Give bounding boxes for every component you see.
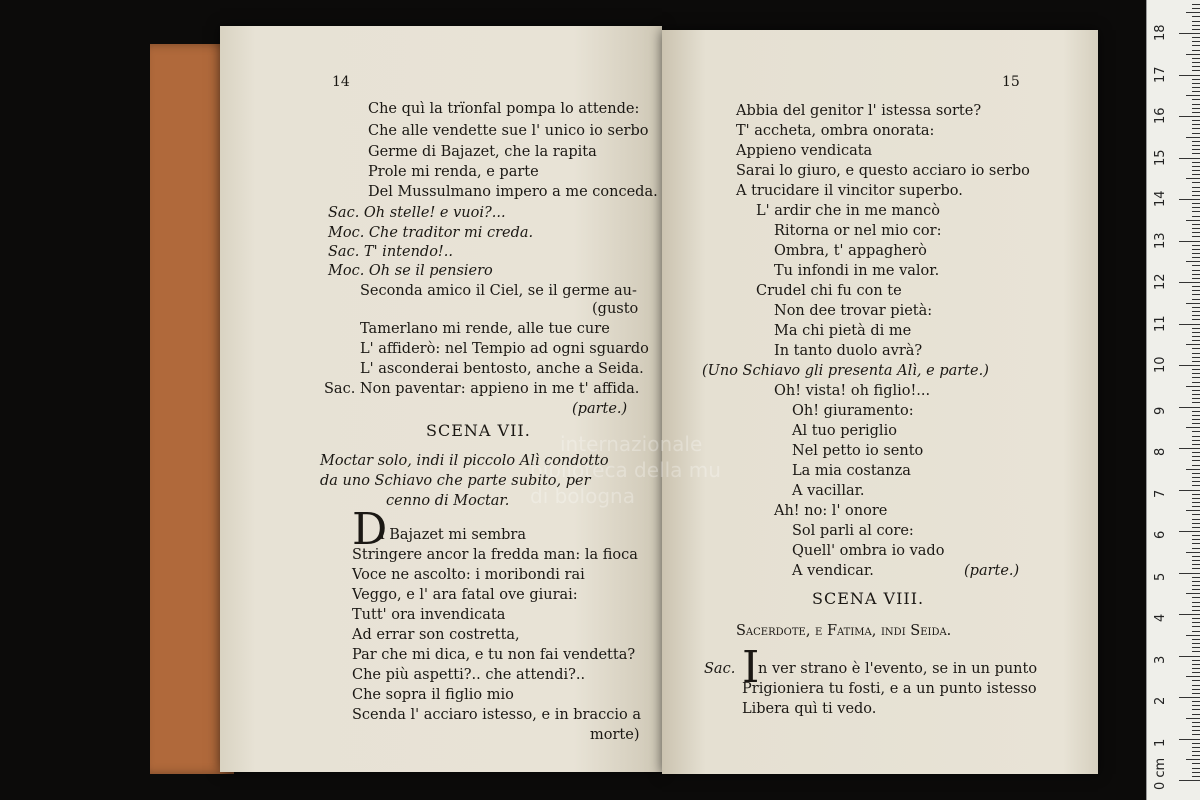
watermark-line: internazionale: [560, 432, 703, 456]
ruler-tick: [1192, 50, 1200, 51]
text-line: Voce ne ascolto: i moribondi rai: [352, 567, 585, 583]
ruler-tick: [1192, 548, 1200, 549]
ruler-tick: [1192, 270, 1200, 271]
text-line: n ver strano è l'evento, se in un punto: [758, 661, 1038, 677]
ruler-tick: [1192, 25, 1200, 26]
ruler-tick: [1192, 41, 1200, 42]
drop-cap: I: [742, 642, 760, 693]
ruler-tick: [1192, 45, 1200, 46]
ruler-tick: [1192, 606, 1200, 607]
ruler-tick: [1192, 768, 1200, 769]
ruler-tick: [1192, 290, 1200, 291]
ruler-tick: [1179, 448, 1200, 449]
ruler-tick: [1192, 597, 1200, 598]
ruler-tick: [1192, 689, 1200, 690]
ruler-tick: [1192, 701, 1200, 702]
scene-heading: SCENA VIII.: [812, 589, 925, 608]
ruler-tick: [1192, 506, 1200, 507]
ruler-tick: [1192, 228, 1200, 229]
ruler-tick: [1186, 635, 1200, 636]
text-line: Ombra, t' appagherò: [774, 243, 927, 259]
ruler-tick: [1192, 481, 1200, 482]
ruler-tick: [1192, 182, 1200, 183]
ruler-tick: [1192, 722, 1200, 723]
ruler-tick: [1192, 319, 1200, 320]
ruler-tick: [1179, 365, 1200, 366]
ruler-tick: [1192, 62, 1200, 63]
watermark-line: di bologna: [530, 484, 635, 508]
ruler-tick: [1192, 153, 1200, 154]
ruler-number: 10: [1153, 356, 1168, 373]
ruler-tick: [1192, 191, 1200, 192]
text-line: morte): [590, 727, 640, 743]
text-line: La mia costanza: [792, 463, 911, 479]
speaker-label: Sac.: [704, 661, 736, 677]
ruler-tick: [1192, 4, 1200, 5]
ruler-tick: [1192, 664, 1200, 665]
ruler-tick: [1192, 568, 1200, 569]
ruler-tick: [1192, 29, 1200, 30]
stage-direction: (parte.): [964, 563, 1020, 579]
ruler-tick: [1192, 556, 1200, 557]
text-line: Moc. Che traditor mi creda.: [328, 225, 534, 241]
text-line: A trucidare il vincitor superbo.: [736, 183, 963, 199]
ruler-tick: [1192, 631, 1200, 632]
text-line: Stringere ancor la fredda man: la fioca: [352, 547, 638, 563]
ruler-tick: [1192, 332, 1200, 333]
ruler-tick: [1192, 294, 1200, 295]
ruler-tick: [1192, 187, 1200, 188]
ruler-tick: [1192, 377, 1200, 378]
text-line: Par che mi dica, e tu non fai vendetta?: [352, 647, 636, 663]
text-line: Che più aspetti?.. che attendi?..: [352, 667, 586, 683]
ruler-tick: [1192, 705, 1200, 706]
ruler-number: 7: [1153, 489, 1168, 498]
ruler-tick: [1192, 647, 1200, 648]
text-line: L' affiderò: nel Tempio ad ogni sguardo: [360, 341, 649, 357]
ruler-tick: [1192, 278, 1200, 279]
ruler-tick: [1192, 498, 1200, 499]
ruler-tick: [1192, 253, 1200, 254]
ruler-tick: [1192, 539, 1200, 540]
ruler-tick: [1179, 697, 1200, 698]
ruler-tick: [1192, 195, 1200, 196]
ruler-tick: [1179, 407, 1200, 408]
text-line: L' ardir che in me mancò: [756, 203, 941, 219]
ruler-tick: [1192, 776, 1200, 777]
text-line: Ritorna or nel mio cor:: [774, 223, 942, 239]
ruler-tick: [1192, 626, 1200, 627]
text-line: Ah! no: l' onore: [774, 503, 888, 519]
ruler-tick: [1192, 361, 1200, 362]
ruler-tick: [1192, 203, 1200, 204]
text-line: Oh! vista! oh figlio!...: [774, 383, 931, 399]
ruler-tick: [1192, 618, 1200, 619]
ruler-tick: [1179, 573, 1200, 574]
right-page: [662, 30, 1098, 774]
ruler-number: 16: [1153, 107, 1168, 124]
text-line: Sac. Non paventar: appieno in me t' affida.: [324, 381, 640, 397]
ruler-tick: [1192, 87, 1200, 88]
ruler-tick: [1192, 660, 1200, 661]
text-line: Appieno vendicata: [736, 143, 873, 159]
text-line: Tutt' ora invendicata: [352, 607, 506, 623]
ruler-tick: [1179, 531, 1200, 532]
ruler-tick: [1192, 8, 1200, 9]
ruler-number: 4: [1153, 613, 1168, 622]
ruler-tick: [1192, 714, 1200, 715]
ruler-tick: [1192, 104, 1200, 105]
ruler-tick: [1192, 527, 1200, 528]
ruler-tick: [1192, 564, 1200, 565]
ruler-tick: [1192, 519, 1200, 520]
ruler-tick: [1192, 274, 1200, 275]
ruler-tick: [1192, 523, 1200, 524]
text-line: i Bajazet mi sembra: [380, 527, 526, 543]
ruler-tick: [1186, 344, 1200, 345]
text-line: Libera quì ti vedo.: [742, 701, 877, 717]
text-line: Oh! giuramento:: [792, 403, 914, 419]
ruler-tick: [1192, 66, 1200, 67]
ruler-tick: [1192, 452, 1200, 453]
left-page: [220, 26, 662, 772]
ruler-tick: [1192, 257, 1200, 258]
ruler-tick: [1192, 456, 1200, 457]
ruler-tick: [1179, 656, 1200, 657]
ruler-tick: [1192, 473, 1200, 474]
ruler-number: 18: [1153, 24, 1168, 41]
text-line: Del Mussulmano impero a me conceda.: [368, 184, 658, 200]
ruler-tick: [1192, 622, 1200, 623]
ruler-tick: [1186, 469, 1200, 470]
ruler-tick: [1192, 128, 1200, 129]
text-line: Abbia del genitor l' istessa sorte?: [736, 103, 982, 119]
text-line: Moc. Oh se il pensiero: [328, 263, 493, 279]
text-line: Veggo, e l' ara fatal ove giurai:: [352, 587, 578, 603]
text-line: Al tuo periglio: [792, 423, 897, 439]
ruler-tick: [1179, 116, 1200, 117]
ruler-tick: [1192, 340, 1200, 341]
ruler-number: 14: [1153, 190, 1168, 207]
ruler-tick: [1192, 307, 1200, 308]
ruler-tick: [1192, 734, 1200, 735]
text-line: Sac. Oh stelle! e vuoi?...: [328, 205, 506, 221]
ruler-tick: [1186, 178, 1200, 179]
ruler-tick: [1192, 763, 1200, 764]
ruler-number: 12: [1153, 273, 1168, 290]
text-line: Tu infondi in me valor.: [774, 263, 940, 279]
ruler-number: 17: [1153, 65, 1168, 83]
ruler-tick: [1186, 95, 1200, 96]
ruler-label: 0 cm: [1153, 757, 1168, 790]
ruler-tick: [1192, 141, 1200, 142]
ruler-tick: [1192, 99, 1200, 100]
ruler-tick: [1186, 220, 1200, 221]
ruler-tick: [1192, 348, 1200, 349]
ruler-tick: [1192, 124, 1200, 125]
ruler-tick: [1179, 33, 1200, 34]
ruler-tick: [1192, 639, 1200, 640]
text-line: Non dee trovar pietà:: [774, 303, 933, 319]
ruler-tick: [1192, 772, 1200, 773]
ruler-tick: [1192, 543, 1200, 544]
ruler-tick: [1179, 324, 1200, 325]
ruler-number: 5: [1153, 572, 1168, 581]
text-line: Tamerlano mi rende, alle tue cure: [360, 321, 610, 337]
ruler-tick: [1179, 614, 1200, 615]
text-line: Prole mi renda, e parte: [368, 164, 539, 180]
ruler-tick: [1192, 353, 1200, 354]
ruler-tick: [1192, 485, 1200, 486]
ruler-tick: [1192, 394, 1200, 395]
text-line: Quell' ombra io vado: [792, 543, 945, 559]
ruler-tick: [1192, 37, 1200, 38]
ruler-tick: [1192, 162, 1200, 163]
ruler-tick: [1179, 75, 1200, 76]
ruler-tick: [1192, 465, 1200, 466]
ruler-tick: [1192, 602, 1200, 603]
ruler-tick: [1192, 149, 1200, 150]
page-number-right: 15: [1002, 74, 1020, 90]
ruler-tick: [1192, 390, 1200, 391]
ruler-tick: [1192, 70, 1200, 71]
ruler-tick: [1192, 577, 1200, 578]
ruler-tick: [1192, 145, 1200, 146]
ruler-tick: [1192, 166, 1200, 167]
ruler-tick: [1186, 676, 1200, 677]
ruler-tick: [1192, 170, 1200, 171]
ruler-tick: [1192, 747, 1200, 748]
ruler-tick: [1186, 261, 1200, 262]
ruler-tick: [1192, 216, 1200, 217]
ruler-tick: [1192, 232, 1200, 233]
ruler-tick: [1186, 593, 1200, 594]
text-line: (gusto: [592, 301, 639, 317]
text-line: Nel petto io sento: [792, 443, 924, 459]
ruler-tick: [1192, 560, 1200, 561]
ruler-tick: [1192, 224, 1200, 225]
ruler-tick: [1192, 211, 1200, 212]
stage-direction: (parte.): [572, 401, 628, 417]
ruler-tick: [1192, 477, 1200, 478]
ruler-tick: [1186, 718, 1200, 719]
text-line: Sac. T' intendo!..: [328, 244, 453, 260]
ruler-tick: [1192, 535, 1200, 536]
ruler-number: 2: [1153, 696, 1168, 705]
ruler-tick: [1192, 299, 1200, 300]
text-line: L' asconderai bentosto, anche a Seida.: [360, 361, 644, 377]
ruler-tick: [1192, 402, 1200, 403]
ruler-number: 1: [1153, 738, 1168, 747]
ruler-tick: [1192, 16, 1200, 17]
ruler-number: 8: [1153, 447, 1168, 456]
text-line: In tanto duolo avrà?: [774, 343, 923, 359]
ruler-tick: [1186, 510, 1200, 511]
scene-heading: SCENA VII.: [426, 421, 531, 440]
text-line: Crudel chi fu con te: [756, 283, 902, 299]
text-line: Ad errar son costretta,: [352, 627, 520, 643]
ruler-tick: [1192, 373, 1200, 374]
ruler-tick: [1192, 730, 1200, 731]
ruler-tick: [1186, 552, 1200, 553]
ruler-number: 11: [1153, 314, 1168, 332]
watermark-line: biblioteca della mu: [530, 458, 721, 482]
ruler-tick: [1192, 423, 1200, 424]
ruler-tick: [1192, 382, 1200, 383]
ruler-number: 3: [1153, 655, 1168, 664]
ruler-tick: [1192, 336, 1200, 337]
ruler-tick: [1192, 693, 1200, 694]
ruler-tick: [1192, 444, 1200, 445]
ruler-tick: [1192, 440, 1200, 441]
ruler-tick: [1192, 112, 1200, 113]
ruler-tick: [1192, 680, 1200, 681]
ruler-tick: [1192, 743, 1200, 744]
ruler-tick: [1186, 303, 1200, 304]
ruler-tick: [1192, 415, 1200, 416]
ruler-tick: [1179, 282, 1200, 283]
ruler-tick: [1192, 419, 1200, 420]
stage-direction: (Uno Schiavo gli presenta Alì, e parte.): [702, 363, 989, 379]
ruler-tick: [1186, 386, 1200, 387]
page-number-left: 14: [332, 74, 350, 90]
ruler-tick: [1186, 137, 1200, 138]
measurement-ruler: [1146, 0, 1200, 800]
ruler-tick: [1192, 315, 1200, 316]
ruler-tick: [1192, 79, 1200, 80]
scene-description: da uno Schiavo che parte subito, per: [320, 473, 591, 489]
scene-description: cenno di Moctar.: [386, 493, 510, 509]
ruler-tick: [1192, 460, 1200, 461]
text-line: Ma chi pietà di me: [774, 323, 912, 339]
text-line: Sarai lo giuro, e questo acciaro io serbo: [736, 163, 1030, 179]
text-line: Sol parli al core:: [792, 523, 914, 539]
text-line: Germe di Bajazet, che la rapita: [368, 144, 597, 160]
drop-cap: D: [352, 504, 388, 555]
ruler-tick: [1192, 672, 1200, 673]
ruler-tick: [1192, 357, 1200, 358]
text-line: Che alle vendette sue l' unico io serbo: [368, 123, 649, 139]
ruler-tick: [1192, 58, 1200, 59]
ruler-number: 9: [1153, 406, 1168, 415]
text-line: A vacillar.: [792, 483, 865, 499]
ruler-tick: [1192, 369, 1200, 370]
text-line: Che quì la trïonfal pompa lo attende:: [368, 101, 640, 117]
text-line: A vendicar.: [792, 563, 874, 579]
ruler-tick: [1192, 207, 1200, 208]
ruler-tick: [1192, 236, 1200, 237]
ruler-tick: [1192, 494, 1200, 495]
text-line: Scenda l' acciaro istesso, e in braccio a: [352, 707, 641, 723]
ruler-tick: [1179, 739, 1200, 740]
ruler-tick: [1192, 411, 1200, 412]
ruler-tick: [1179, 241, 1200, 242]
ruler-tick: [1192, 502, 1200, 503]
text-line: Prigioniera tu fosti, e a un punto istesso: [742, 681, 1037, 697]
ruler-tick: [1192, 174, 1200, 175]
ruler-tick: [1192, 398, 1200, 399]
ruler-tick: [1179, 158, 1200, 159]
ruler-tick: [1192, 21, 1200, 22]
ruler-tick: [1186, 54, 1200, 55]
ruler-tick: [1192, 120, 1200, 121]
ruler-tick: [1192, 431, 1200, 432]
ruler-tick: [1192, 755, 1200, 756]
ruler-tick: [1192, 108, 1200, 109]
ruler-tick: [1186, 759, 1200, 760]
ruler-tick: [1192, 709, 1200, 710]
ruler-tick: [1192, 249, 1200, 250]
ruler-tick: [1192, 668, 1200, 669]
ruler-tick: [1192, 436, 1200, 437]
ruler-number: 13: [1153, 231, 1168, 249]
ruler-tick: [1179, 780, 1200, 781]
scene-description: Sacerdote, e Fatima, indi Seida.: [736, 623, 952, 639]
ruler-tick: [1192, 133, 1200, 134]
ruler-tick: [1192, 328, 1200, 329]
text-line: Seconda amico il Ciel, se il germe au-: [360, 283, 637, 299]
ruler-tick: [1192, 83, 1200, 84]
ruler-tick: [1179, 490, 1200, 491]
ruler-number: 15: [1153, 148, 1168, 166]
ruler-tick: [1192, 514, 1200, 515]
ruler-number: 6: [1153, 530, 1168, 539]
ruler-tick: [1192, 643, 1200, 644]
ruler-tick: [1192, 651, 1200, 652]
ruler-tick: [1192, 589, 1200, 590]
ruler-tick: [1192, 751, 1200, 752]
ruler-tick: [1179, 199, 1200, 200]
text-line: T' accheta, ombra onorata:: [736, 123, 935, 139]
ruler-tick: [1192, 311, 1200, 312]
text-line: Che sopra il figlio mio: [352, 687, 514, 703]
ruler-tick: [1192, 91, 1200, 92]
ruler-tick: [1192, 286, 1200, 287]
ruler-tick: [1192, 245, 1200, 246]
ruler-tick: [1186, 427, 1200, 428]
ruler-tick: [1192, 265, 1200, 266]
ruler-tick: [1192, 610, 1200, 611]
scene-description: Moctar solo, indi il piccolo Alì condotto: [320, 453, 609, 469]
ruler-tick: [1186, 12, 1200, 13]
ruler-tick: [1192, 585, 1200, 586]
ruler-tick: [1192, 726, 1200, 727]
ruler-tick: [1192, 685, 1200, 686]
ruler-tick: [1192, 581, 1200, 582]
